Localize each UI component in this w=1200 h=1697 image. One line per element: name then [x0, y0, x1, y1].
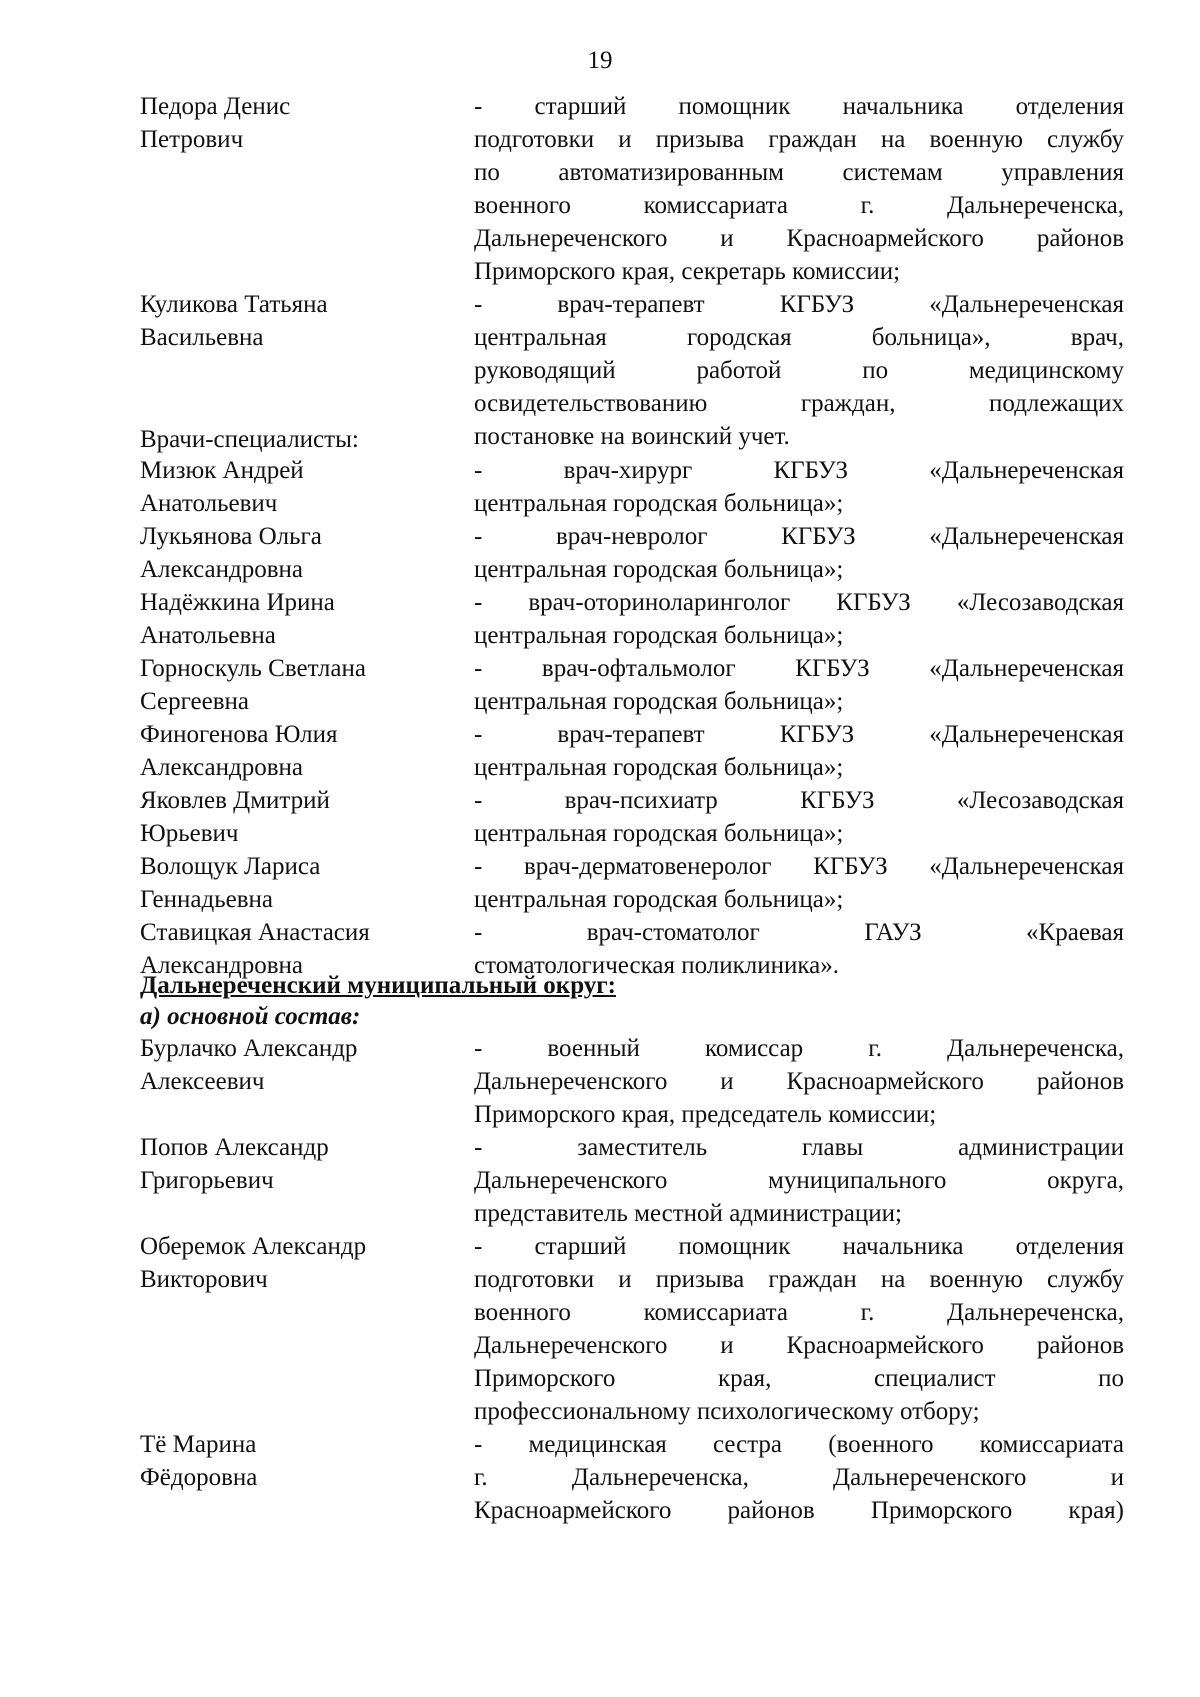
person-role-line: - старший помощник начальника отделения: [474, 1233, 1124, 1260]
person-name-line: Алексеевич: [140, 1068, 265, 1095]
person-role: [474, 1230, 1124, 1428]
person-entry: [140, 90, 1124, 288]
person-name-line: Педора Денис: [140, 93, 291, 120]
person-role: [474, 652, 1124, 718]
person-role-line: - врач-терапевт КГБУЗ «Дальнереченская: [474, 291, 1124, 318]
person-role-line: - врач-офтальмолог КГБУЗ «Дальнереченская: [474, 655, 1124, 682]
person-name-line: Сергеевна: [140, 688, 249, 715]
person-name-line: Юрьевич: [140, 820, 239, 847]
person-role-line: центральная городская больница»;: [474, 490, 844, 517]
person-role-line: - врач-оториноларинголог КГБУЗ «Лесозаводская: [474, 589, 1124, 616]
person-role-line: руководящий работой по медицинскому: [474, 357, 1124, 384]
person-entry: [140, 586, 1124, 652]
person-name-line: Александровна: [140, 754, 304, 781]
person-role-line: центральная городская больница»;: [474, 622, 844, 649]
person-role-line: - заместитель главы администрации: [474, 1134, 1124, 1161]
person-name-line: Надёжкина Ирина: [140, 589, 335, 616]
person-name-line: Бурлачко Александр: [140, 1035, 358, 1062]
person-role-line: - врач-хирург КГБУЗ «Дальнереченская: [474, 457, 1124, 484]
person-name-line: Викторович: [140, 1266, 268, 1293]
person-name: [140, 718, 474, 784]
person-role-line: Дальнереченского муниципального округа,: [474, 1167, 1124, 1194]
person-role-line: Красноармейского районов Приморского края): [474, 1497, 1124, 1524]
person-entry: [140, 1230, 1124, 1428]
person-entry: [140, 652, 1124, 718]
person-name-line: Яковлев Дмитрий: [140, 787, 330, 814]
person-name-line: Анатольевич: [140, 490, 278, 517]
person-entry: [140, 718, 1124, 784]
person-role-line: - медицинская сестра (военного комиссариата: [474, 1431, 1124, 1458]
person-name: [140, 1230, 474, 1296]
person-entry: [140, 1428, 1124, 1527]
person-role-line: Дальнереченского и Красноармейского районов: [474, 225, 1124, 252]
person-name: [140, 454, 474, 520]
person-role-line: центральная городская больница»;: [474, 886, 844, 913]
person-role-line: центральная городская больница»;: [474, 556, 844, 583]
person-role: [474, 454, 1124, 520]
person-role-line: подготовки и призыва граждан на военную службу: [474, 1266, 1124, 1293]
main-composition-list: [140, 1032, 1124, 1527]
person-name-line: Куликова Татьяна: [140, 291, 328, 318]
person-role-line: постановке на воинский учет.: [474, 423, 790, 450]
person-name-line: Финогенова Юлия: [140, 721, 338, 748]
person-name-line: Петрович: [140, 126, 244, 153]
section-subheading: а) основной состав:: [140, 1003, 361, 1030]
person-role-line: - врач-терапевт КГБУЗ «Дальнереченская: [474, 721, 1124, 748]
specialists-list: [140, 454, 1124, 982]
person-entry: [140, 1131, 1124, 1230]
person-name: [140, 1131, 474, 1197]
person-role-line: центральная городская больница»;: [474, 688, 844, 715]
person-role-line: военного комиссариата г. Дальнереченска,: [474, 1299, 1124, 1326]
person-role-line: освидетельствованию граждан, подлежащих: [474, 390, 1124, 417]
person-role-line: центральная городская больница», врач,: [474, 324, 1124, 351]
person-name-line: Волощук Лариса: [140, 853, 321, 880]
person-name-line: Ставицкая Анастасия: [140, 919, 370, 946]
person-name-line: Геннадьевна: [140, 886, 273, 913]
person-role-line: профессиональному психологическому отбору;: [474, 1398, 980, 1425]
person-role-line: Приморского края, секретарь комиссии;: [474, 258, 901, 285]
person-name-line: Оберемок Александр: [140, 1233, 367, 1260]
person-role: [474, 784, 1124, 850]
person-role-line: подготовки и призыва граждан на военную службу: [474, 126, 1124, 153]
person-role: [474, 520, 1124, 586]
person-name: [140, 850, 474, 916]
person-name-line: Попов Александр: [140, 1134, 329, 1161]
person-name: [140, 586, 474, 652]
person-role: [474, 90, 1124, 288]
person-role-line: стоматологическая поликлиника».: [474, 952, 839, 979]
person-entry: [140, 784, 1124, 850]
person-name: [140, 784, 474, 850]
person-role-line: - врач-дерматовенеролог КГБУЗ «Дальнереченская: [474, 853, 1124, 880]
person-entry: [140, 454, 1124, 520]
person-role-line: представитель местной администрации;: [474, 1200, 902, 1227]
person-name-line: Александровна: [140, 556, 304, 583]
person-role-line: центральная городская больница»;: [474, 820, 844, 847]
person-role-line: - врач-психиатр КГБУЗ «Лесозаводская: [474, 787, 1124, 814]
person-role-line: центральная городская больница»;: [474, 754, 844, 781]
person-entry: [140, 520, 1124, 586]
person-name-line: Александровна: [140, 952, 304, 979]
person-role: [474, 1032, 1124, 1131]
person-role: [474, 1428, 1124, 1527]
person-name-line: Мизюк Андрей: [140, 457, 304, 484]
person-role-line: - врач-стоматолог ГАУЗ «Краевая: [474, 919, 1124, 946]
person-role-line: военного комиссариата г. Дальнереченска,: [474, 192, 1124, 219]
person-name-line: Фёдоровна: [140, 1464, 258, 1491]
commission-members-list: [140, 90, 1124, 453]
person-role-line: Приморского края, специалист по: [474, 1365, 1124, 1392]
person-name-line: Васильевна: [140, 324, 264, 351]
person-name: [140, 520, 474, 586]
person-role: [474, 1131, 1124, 1230]
specialists-label: Врачи-специалисты:: [140, 426, 359, 453]
person-role-line: - врач-невролог КГБУЗ «Дальнереченская: [474, 523, 1124, 550]
person-role-line: - старший помощник начальника отделения: [474, 93, 1124, 120]
person-name-line: Лукьянова Ольга: [140, 523, 322, 550]
section-heading: Дальнереченский муниципальный округ:: [140, 972, 616, 999]
person-entry: [140, 850, 1124, 916]
person-role-line: - военный комиссар г. Дальнереченска,: [474, 1035, 1124, 1062]
person-role-line: Дальнереченского и Красноармейского районов: [474, 1332, 1124, 1359]
person-role-line: г. Дальнереченска, Дальнереченского и: [474, 1464, 1124, 1491]
person-name: [140, 90, 474, 156]
person-role-line: по автоматизированным системам управления: [474, 159, 1124, 186]
person-name: [140, 1428, 474, 1494]
person-name-line: Горноскуль Светлана: [140, 655, 366, 682]
person-role: [474, 586, 1124, 652]
person-name-line: Тё Марина: [140, 1431, 257, 1458]
person-name: [140, 1032, 474, 1098]
person-name: [140, 288, 474, 354]
person-role: [474, 718, 1124, 784]
person-name-line: Григорьевич: [140, 1167, 274, 1194]
person-role-line: Дальнереченского и Красноармейского районов: [474, 1068, 1124, 1095]
page-number: 19: [587, 47, 613, 74]
person-role: [474, 850, 1124, 916]
person-role-line: Приморского края, председатель комиссии;: [474, 1101, 937, 1128]
person-entry: [140, 1032, 1124, 1131]
person-name: [140, 652, 474, 718]
person-name-line: Анатольевна: [140, 622, 276, 649]
